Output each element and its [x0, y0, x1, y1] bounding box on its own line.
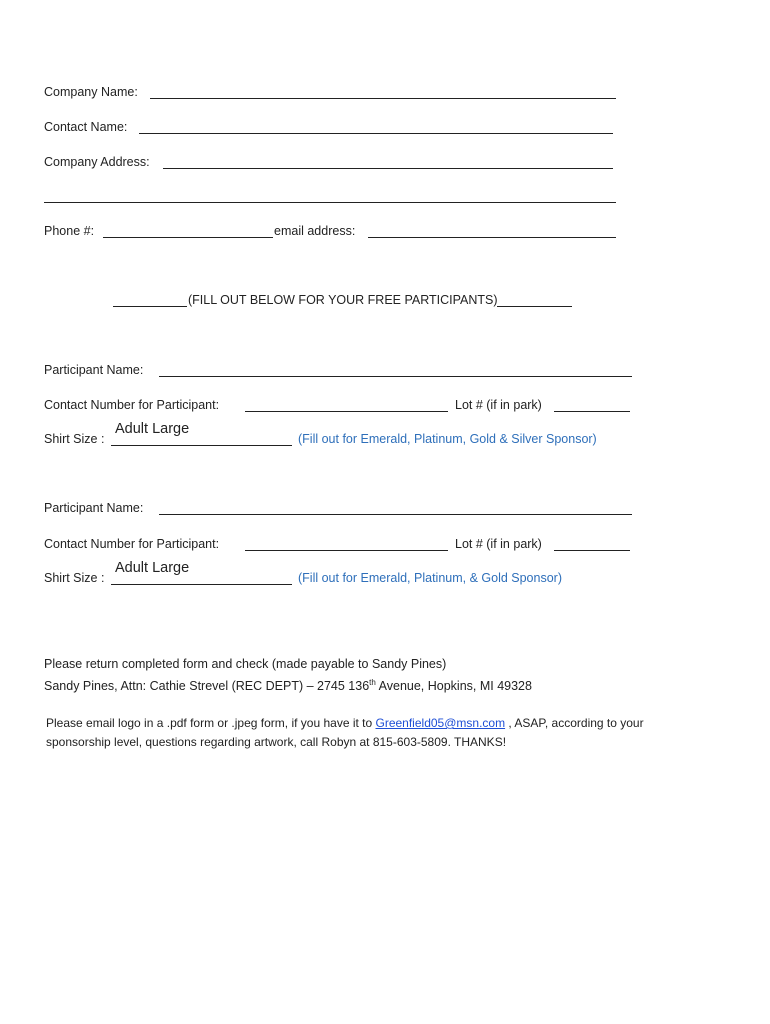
company-address-row	[44, 154, 150, 170]
participant-1-lot-field[interactable]	[554, 411, 630, 412]
participant-2-contact-row	[44, 536, 219, 552]
participant-1-note	[298, 431, 597, 447]
participant-1-contact-field[interactable]	[245, 411, 448, 412]
participant-1-shirt-row	[44, 431, 104, 447]
heading-line-left	[113, 306, 187, 307]
participant-2-contact-field[interactable]	[245, 550, 448, 551]
return-instructions: Please return completed form and check (made payable to Sandy Pines)	[44, 657, 447, 671]
participant-2-lot-row	[455, 536, 542, 552]
participant-2-lot-field[interactable]	[554, 550, 630, 551]
ordinal-suffix: th	[369, 677, 376, 687]
email-note-line2: sponsorship level, questions regarding artwork, call Robyn at 815-603-5809. THANKS!	[46, 735, 507, 749]
phone-row	[44, 223, 94, 239]
participant-2-shirt-field[interactable]	[111, 584, 292, 585]
participant-1-shirt-value[interactable]: Adult Large	[115, 421, 190, 437]
phone-label: Phone #:	[44, 224, 95, 238]
participant-1-contact-row	[44, 397, 219, 413]
email-label: email address:	[274, 224, 356, 238]
contact-name-label: Contact Name:	[44, 120, 128, 134]
participant-1-shirt-field[interactable]	[111, 445, 292, 446]
company-address-field-line2[interactable]	[44, 202, 616, 203]
email-note-text-after: , ASAP, according to your	[505, 716, 644, 730]
participant-2-name-field[interactable]	[159, 514, 632, 515]
lot-label: Lot # (if in park)	[455, 537, 542, 551]
participants-heading-text: (FILL OUT BELOW FOR YOUR FREE PARTICIPANTS)	[188, 293, 498, 307]
contact-name-field[interactable]	[139, 133, 613, 134]
mailing-address-part1: Sandy Pines, Attn: Cathie Strevel (REC DEPT) – 2745 136	[44, 679, 370, 693]
email-note	[46, 714, 706, 752]
shirt-size-label: Shirt Size :	[44, 432, 105, 446]
sponsor-note: (Fill out for Emerald, Platinum, Gold & Silver Sponsor)	[298, 432, 597, 446]
participant-1-name-field[interactable]	[159, 376, 632, 377]
participant-2-shirt-value[interactable]: Adult Large	[115, 560, 190, 576]
email-field[interactable]	[368, 237, 616, 238]
company-name-field[interactable]	[150, 98, 616, 99]
email-note-text-before: Please email logo in a .pdf form or .jpeg form, if you have it to	[46, 716, 376, 730]
return-info-line1	[44, 656, 446, 672]
heading-line-right	[497, 306, 572, 307]
sponsor-note: (Fill out for Emerald, Platinum, & Gold Sponsor)	[298, 571, 562, 585]
company-name-label: Company Name:	[44, 85, 138, 99]
participant-contact-label: Contact Number for Participant:	[44, 537, 220, 551]
participant-name-label: Participant Name:	[44, 501, 144, 515]
phone-field[interactable]	[103, 237, 273, 238]
shirt-size-label: Shirt Size :	[44, 571, 105, 585]
company-address-field[interactable]	[163, 168, 613, 169]
participant-2-name-row	[44, 500, 143, 516]
company-name-row	[44, 84, 138, 100]
email-row	[274, 223, 355, 239]
participant-2-shirt-row	[44, 570, 104, 586]
participants-heading	[188, 292, 498, 308]
email-link[interactable]: Greenfield05@msn.com	[375, 716, 506, 730]
company-address-label: Company Address:	[44, 155, 150, 169]
participant-name-label: Participant Name:	[44, 363, 144, 377]
participant-1-name-row	[44, 362, 143, 378]
mailing-address-part2: Avenue, Hopkins, MI 49328	[375, 679, 532, 693]
participant-1-lot-row	[455, 397, 542, 413]
participant-contact-label: Contact Number for Participant:	[44, 398, 220, 412]
return-info-line2	[44, 678, 532, 694]
participant-2-note	[298, 570, 562, 586]
lot-label: Lot # (if in park)	[455, 398, 542, 412]
contact-name-row	[44, 119, 127, 135]
